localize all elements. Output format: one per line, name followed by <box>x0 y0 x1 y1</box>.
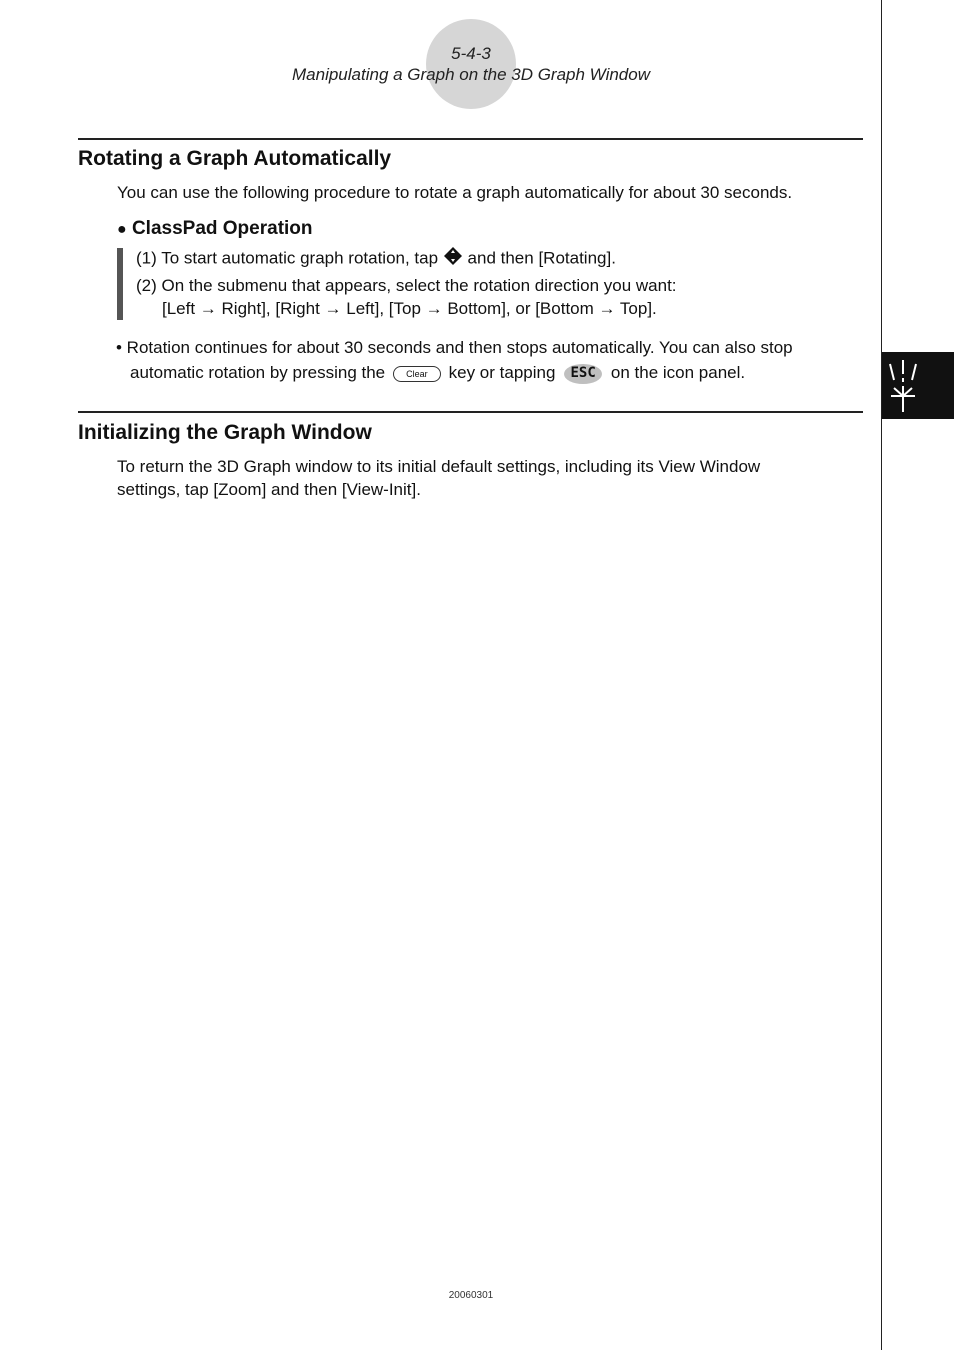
bullet-icon: ● <box>117 221 127 238</box>
operation-heading <box>117 218 313 240</box>
section-divider <box>78 138 863 140</box>
3d-graph-tab-icon <box>882 352 954 419</box>
rotation-note: • Rotation continues for about 30 seconds and then stops automatically. You can also stop <box>116 338 793 357</box>
note-text-a: automatic rotation by pressing the <box>130 363 386 382</box>
section-title: Rotating a Graph Automatically <box>78 147 392 170</box>
step-1 <box>136 246 616 272</box>
margin-rule <box>881 0 882 1350</box>
operation-bar <box>117 248 123 320</box>
page-number-badge <box>426 19 516 109</box>
step-1-text: (1) To start automatic graph rotation, tap <box>136 248 439 268</box>
section-divider-2 <box>78 411 863 413</box>
rotation-note-line2 <box>130 361 745 384</box>
step-1-text-end: and then [Rotating]. <box>467 248 616 268</box>
step-2-options: [Left → Right], [Right → Left], [Top → Bottom], or [Bottom → Top]. <box>162 299 657 318</box>
section-2-body-line1: To return the 3D Graph window to its initial default settings, including its View Window <box>117 457 761 476</box>
page-subtitle: Manipulating a Graph on the 3D Graph Window <box>292 65 650 84</box>
chapter-tab <box>882 352 954 419</box>
rotate-diamond-icon <box>443 246 463 272</box>
step-2: (2) On the submenu that appears, select the rotation direction you want: <box>136 276 677 295</box>
page-number: 5-4-3 <box>451 44 491 63</box>
operation-heading-label: ClassPad Operation <box>131 218 313 239</box>
note-text-b: key or tapping <box>448 363 556 382</box>
section-intro: You can use the following procedure to rotate a graph automatically for about 30 seconds. <box>117 183 793 202</box>
note-text-c: on the icon panel. <box>610 363 746 382</box>
section-title-2: Initializing the Graph Window <box>78 421 372 444</box>
clear-key-icon: Clear <box>393 366 441 382</box>
esc-label: ESC <box>570 364 596 381</box>
esc-icon <box>564 364 602 384</box>
section-2-body-line2: settings, tap [Zoom] and then [View-Init]. <box>117 480 421 499</box>
footer-code: 20060301 <box>448 1290 494 1301</box>
